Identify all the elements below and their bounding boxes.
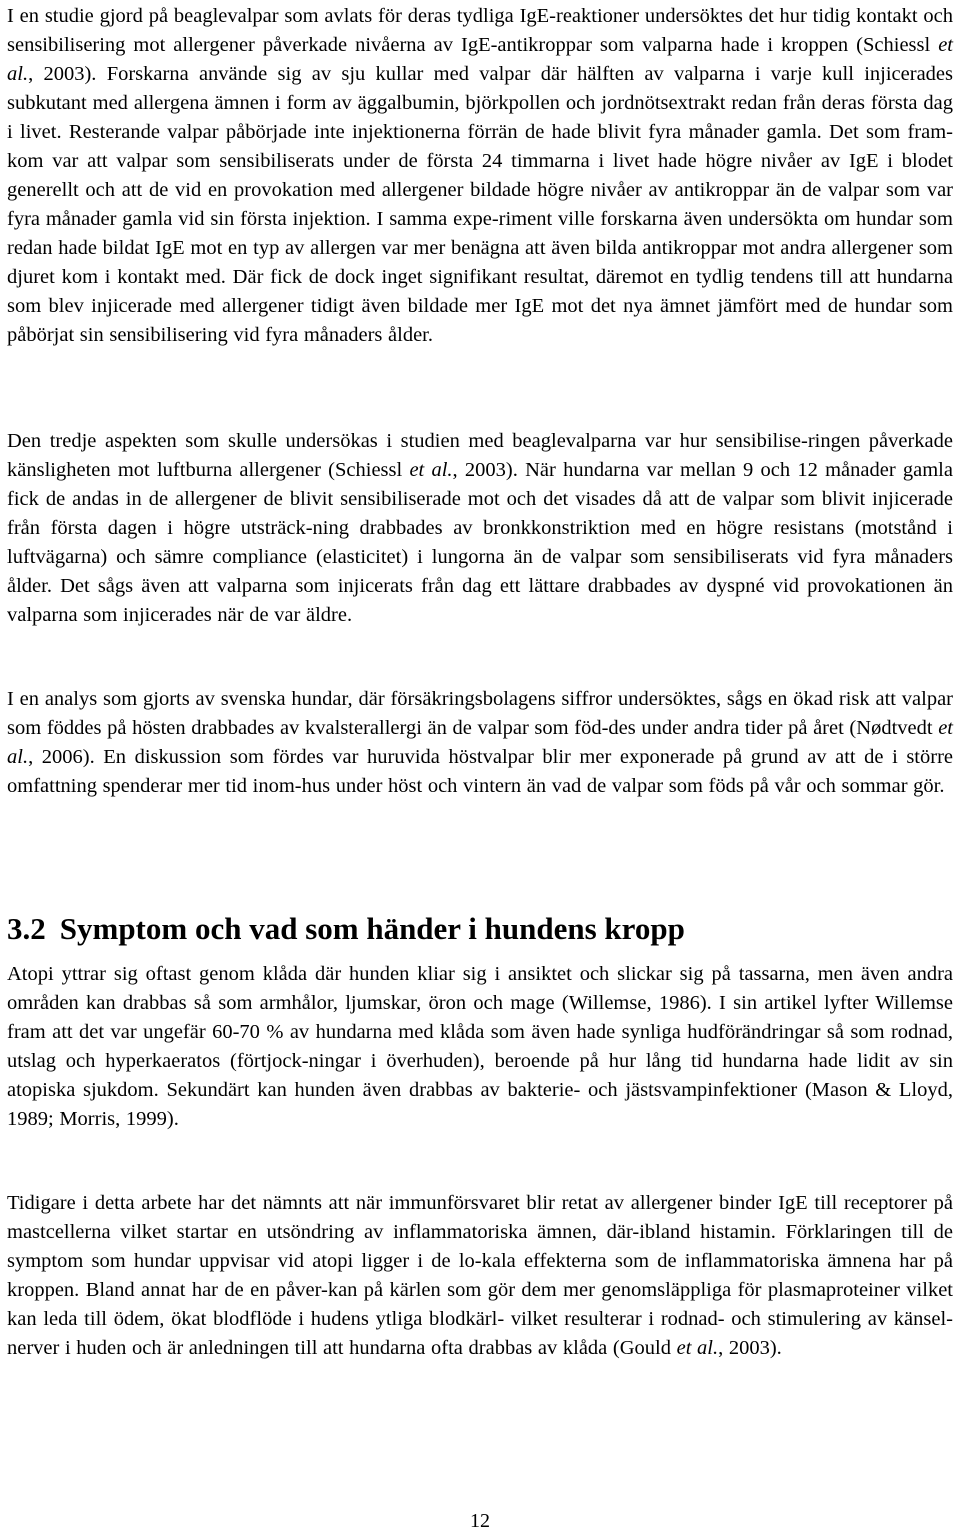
paragraph-text: , 2003). När hundarna var mellan 9 och 12 månader gamla fick de andas in de allergener de blivit sensibiliserade mot och det visades då att de valpar som blivit injicerade från första dagen i högre utsträck-ning drabbades av bronkkonstriktion med en högre resistans (motstånd i luftvägarna) och sämre compliance (elasticitet) i lungorna än de valpar som sensibiliserats vid fyra månaders ålder. Det sågs även att valparna som injicerats från dag ett lättare drabbades av dyspné vid provokationen än valparna som injicerades när de var äldre. (7, 459, 953, 626)
citation-et-al: et al. (7, 34, 953, 85)
paragraph-text: Atopi yttrar sig oftast genom klåda där hunden kliar sig i ansiktet och slickar sig på tassarna, men även andra områden kan drabbas så som armhålor, ljumskar, öron och mage (Willemse, 1986). I sin artikel lyfter Willemse fram att det var ungefär 60-70 % av hundarna med klåda som även hade synliga hudförändringar så som rodnad, utslag och hyperkaeratos (förtjock-ningar i överhuden), beroende på hur lång tid hundarna hade lidit av sin atopiska sjukdom. Sekundärt kan hunden även drabbas av bakterie- och jästsvampinfektioner (Mason & Lloyd, 1989; Morris, 1999). (7, 963, 953, 1130)
paragraph-text: , 2006). En diskussion som fördes var huruvida höstvalpar blir mer exponerade på grund av att de i större omfattning spenderar mer tid inom-hus under höst och vintern än vad de valpar som föds på vår och sommar gör. (7, 746, 953, 797)
paragraph-atopy-symptoms (7, 960, 953, 1134)
paragraph-text: , 2003). (718, 1337, 782, 1359)
section-heading (7, 909, 685, 949)
section-number: 3.2 (7, 911, 46, 946)
paragraph-swedish-analysis (7, 685, 953, 801)
paragraph-immune-response (7, 1189, 953, 1363)
paragraph-text: I en analys som gjorts av svenska hundar, där försäkringsbolagens siffror undersöktes, sågs en ökad risk att valpar som föddes på hösten drabbades av kvalsterallergi än de valpar som föd-des under andra tider på året (Nødtvedt (7, 688, 953, 739)
paragraph-text: Den tredje aspekten som skulle undersökas i studien med beaglevalparna var hur sensibilise-ringen påverkade känsligheten mot luftburna allergener (Schiessl (7, 430, 953, 481)
citation-et-al: et al. (409, 459, 453, 481)
paragraph-beagle-study (7, 2, 953, 350)
section-title: Symptom och vad som händer i hundens kropp (59, 911, 685, 946)
citation-et-al: et al. (676, 1337, 719, 1359)
paragraph-text: , 2003). Forskarna använde sig av sju kullar med valpar där hälften av valparna i varje kull injicerades subkutant med allergena ämnen i form av äggalbumin, björkpollen och jordnötsextrakt redan från deras första dag i livet. Resterande valpar påbörjade inte injektionerna förrän de hade blivit fyra månader gamla. Det som fram-kom var att valpar som sensibiliserats under de första 24 timmarna i livet hade högre nivåer av IgE i blodet generellt och att de vid en provokation med allergener bildade högre nivåer av antikroppar än de valpar som var fyra månader gamla vid sin första injektion. I samma expe-riment ville forskarna även undersökta om hundar som redan hade bildat IgE mot en typ av allergen var mer benägna att även bilda antikroppar mot andra allergener som djuret kom i kontakt med. Där fick de dock inget signifikant resultat, däremot en tydlig tendens till att hundarna som blev injicerade med allergener tidigt även bildade mer IgE mot det nya ämnet jämfört med de hundar som påbörjat sin sensibilisering vid fyra månaders ålder. (7, 63, 953, 346)
paragraph-text: I en studie gjord på beaglevalpar som avlats för deras tydliga IgE-reaktioner undersöktes det hur tidig kontakt och sensibilisering mot allergener påverkade nivåerna av IgE-antikroppar som valparna hade i kroppen (Schiessl (7, 5, 953, 56)
paragraph-airborne-allergens (7, 427, 953, 630)
page-number: 12 (470, 1510, 490, 1532)
paragraph-text: Tidigare i detta arbete har det nämnts att när immunförsvaret blir retat av allergener binder IgE till receptorer på mastcellerna vilket startar en utsöndring av inflammatoriska ämnen, där-ibland histamin. Förklaringen till de symptom som hundar uppvisar vid atopi ligger i de lo-kala effekterna som de inflammatoriska ämnena har på kroppen. Bland annat har de en påver-kan på kärlen som gör dem mer genomsläppliga för plasmaproteiner vilket kan leda till ödem, ökat blodflöde i hudens ytliga blodkärl- vilket resulterar i rodnad- och stimulering av känsel-nerver i huden och är anledningen till att hundarna ofta drabbas av klåda (Gould (7, 1192, 953, 1359)
citation-et-al: et al. (7, 717, 953, 768)
